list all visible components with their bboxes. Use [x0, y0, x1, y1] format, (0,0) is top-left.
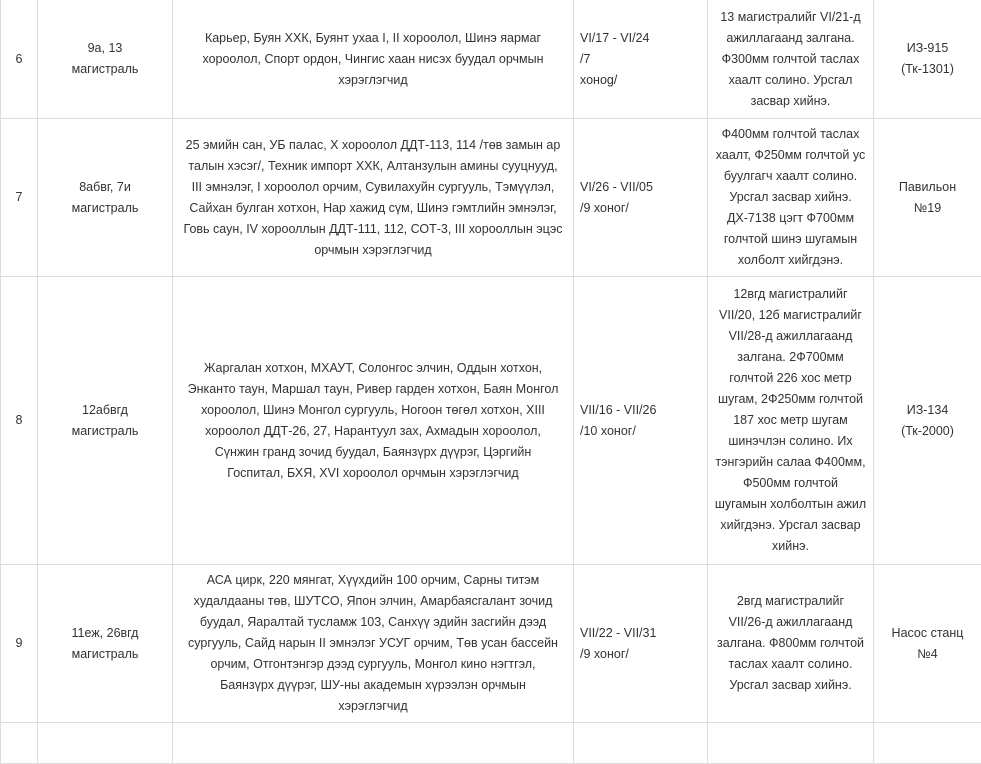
row-number: 6 [1, 0, 38, 119]
work-description: 2вгд магистралийг VII/26-д ажиллагаанд залгана. Ф800мм голчтой таслах хаалт солино. Урсгал засвар хийнэ. [708, 565, 874, 723]
outage-period: VII/22 - VII/31 /9 хоног/ [574, 565, 708, 723]
station-name: Насос станц №4 [874, 565, 981, 723]
table-row [1, 277, 981, 565]
work-description: 13 магистралийг VI/21-д ажиллагаанд залгана. Ф300мм голчтой таслах хаалт солино. Урсгал засвар хийнэ. [708, 0, 874, 119]
work-description: Ф400мм голчтой таслах хаалт, Ф250мм голчтой ус буулгагч хаалт солино. Урсгал засвар хийнэ. ДХ-7138 цэгт Ф700мм голчтой шинэ шугамын холболт хийгдэнэ. [708, 119, 874, 277]
affected-area: Жаргалан хотхон, МХАУТ, Солонгос элчин, Оддын хотхон, Энканто таун, Маршал таун, Ривер гарден хотхон, Баян Монгол хороолол, Шинэ Монгол сургууль, Ногоон төгөл хотхон, XIII хороолол ДДТ-26, 27, Нарантуул зах, Ахмадын хороолол, Сүнжин гранд зочид буудал, Баянзүрх дүүрэг, Цэргийн Госпитал, БХЯ, XVI хороолол орчмын хэрэглэгчид [173, 277, 574, 565]
affected-area: Карьер, Буян ХХК, Буянт ухаа I, II хороолол, Шинэ яармаг хороолол, Спорт ордон, Чингис хаан нисэх буудал орчмын хэрэглэгчид [173, 0, 574, 119]
affected-area: АСА цирк, 220 мянгат, Хүүхдийн 100 орчим, Сарны титэм худалдааны төв, ШУТСО, Япон элчин, Амарбаясгалант зочид буудал, Яаралтай тусламж 103, Санхүү эдийн засгийн дээд сургууль, Сайд нарын II эмнэлэг УСУГ орчим, Төв усан бассейн орчим, Отгонтэнгэр дээд сургууль, Монгол кино нэгтгэл, Баянзүрх дүүрэг, ШУ-ны академын хүрээлэн орчмын хэрэглэгчид [173, 565, 574, 723]
table-row [1, 119, 981, 277]
outage-period: VII/16 - VII/26 /10 хоног/ [574, 277, 708, 565]
outage-period: VI/17 - VI/24 /7 хонog/ [574, 0, 708, 119]
table-row [1, 565, 981, 723]
station-name: ИЗ-915 (Тк-1301) [874, 0, 981, 119]
row-number: 9 [1, 565, 38, 723]
outage-period: VI/26 - VII/05 /9 хоног/ [574, 119, 708, 277]
work-description: 12вгд магистралийг VII/20, 12б магистралийг VII/28-д ажиллагаанд залгана. 2Ф700мм голчтой 226 хос метр шугам, 2Ф250мм голчтой 187 хос метр шугам шинэчлэн солино. Их тэнгэрийн салаа Ф400мм, Ф500мм голчтой шугамын холболтын ажил хийгдэнэ. Урсгал засвар хийнэ. [708, 277, 874, 565]
row-number: 7 [1, 119, 38, 277]
pipeline-name: 12абвгд магистраль [38, 277, 173, 565]
pipeline-name: 9а, 13 магистраль [38, 0, 173, 119]
pipeline-name: 8абвг, 7и магистраль [38, 119, 173, 277]
table-row [1, 0, 981, 119]
pipeline-name: 11еж, 26вгд магистраль [38, 565, 173, 723]
affected-area: 25 эмийн сан, УБ палас, Х хороолол ДДТ-113, 114 /төв замын ар талын хэсэг/, Техник импорт ХХК, Алтанзулын амины сууцнууд, III эмнэлэг, I хороолол орчим, Сувилахуйн сургууль, Тэмүүлэл, Сайхан булган хотхон, Нар хажид сүм, Шинэ гэмтлийн эмнэлэг, Говь саун, IV хорооллын ДДТ-111, 112, СОТ-3, III хорооллын эцэс орчмын хэрэглэгчид [173, 119, 574, 277]
station-name: Павильон №19 [874, 119, 981, 277]
row-number: 8 [1, 277, 38, 565]
station-name: ИЗ-134 (Тк-2000) [874, 277, 981, 565]
